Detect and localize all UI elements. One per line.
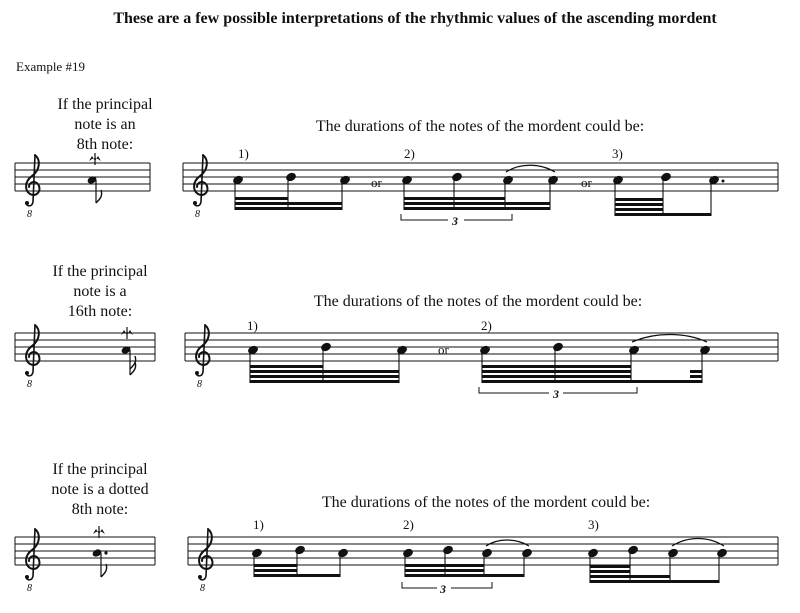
mordent-sign-icon [93, 526, 105, 538]
principal-staff-16th [15, 333, 155, 361]
durations-caption: The durations of the notes of the mordent could be: [321, 494, 651, 511]
treble-clef-8vb-icon [198, 529, 212, 594]
figure-2-1 [247, 342, 407, 383]
description-line: 8th note: [71, 501, 129, 518]
principal-note-8th [86, 175, 101, 203]
principal-staff-dotted-8th [15, 537, 155, 565]
example-label: Example #19 [16, 59, 85, 74]
figure-3-2 [402, 540, 533, 588]
option-label: 3) [612, 146, 623, 161]
option-label: 1) [247, 318, 258, 333]
description-line: note is an [74, 116, 136, 133]
mordent-sign-icon [121, 327, 133, 339]
description-line: If the principal [52, 263, 148, 280]
durations-caption: The durations of the notes of the mordent could be: [315, 118, 645, 135]
description-line: note is a dotted [51, 481, 149, 498]
option-label: 2) [403, 517, 414, 532]
option-label: 1) [238, 146, 249, 161]
connector-or: or [581, 175, 592, 190]
description-line: note is a [73, 283, 127, 300]
triplet-number: 3 [553, 387, 559, 401]
option-label: 2) [404, 146, 415, 161]
connector-or: or [438, 342, 449, 357]
principal-note-dotted-8th [91, 548, 107, 577]
figure-2-2 [479, 335, 711, 394]
treble-clef-8vb-icon [25, 529, 39, 594]
durations-caption: The durations of the notes of the mordent could be: [313, 293, 643, 310]
figure-3-1 [251, 545, 348, 577]
treble-clef-8vb-icon [193, 155, 207, 220]
connector-or: or [371, 175, 382, 190]
description-line: 16th note: [67, 303, 133, 320]
treble-clef-8vb-icon [25, 325, 39, 390]
option-label: 3) [588, 517, 599, 532]
description-line: If the principal [57, 96, 153, 113]
mordent-staff-8th [183, 163, 778, 191]
treble-clef-8vb-icon [195, 325, 209, 390]
treble-clef-8vb-icon [25, 155, 39, 220]
page-title: These are a few possible interpretations of the rhythmic values of the ascending mordent [113, 10, 717, 27]
principal-note-16th [120, 345, 135, 375]
description-line: 8th note: [76, 136, 134, 153]
figure-1-3 [612, 172, 724, 216]
description-line: If the principal [52, 461, 148, 478]
triplet-number: 3 [452, 214, 458, 228]
mordent-staff-dotted-8th [188, 537, 778, 565]
triplet-number: 3 [440, 582, 446, 596]
figure-3-3 [587, 539, 727, 584]
option-label: 2) [481, 318, 492, 333]
figure-1-2 [401, 165, 559, 220]
option-label: 1) [253, 517, 264, 532]
